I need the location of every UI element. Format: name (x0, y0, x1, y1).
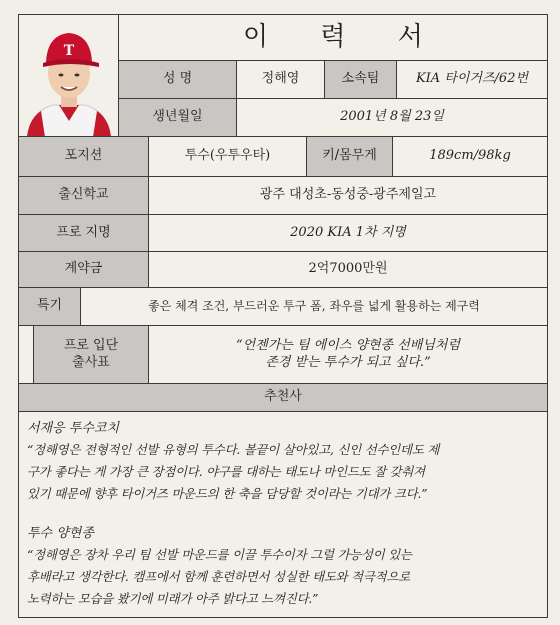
quote-line: 구가 좋다는 게 가장 큰 장점이다. 야구를 대하는 태도나 마인드도 잘 갖춰져 (27, 464, 425, 479)
recommendation-1 (19, 417, 547, 505)
team-label: 소속팀 (325, 61, 397, 99)
position-value: 투수(우투우타) (149, 137, 307, 177)
draft-value: 2020 KIA 1차 지명 (149, 215, 547, 252)
height-weight-label: 키/몸무게 (307, 137, 393, 177)
recommendation-quote (27, 544, 539, 610)
position-label: 포지션 (19, 137, 149, 177)
title-text: 이 력 서 (243, 22, 445, 53)
bonus-label: 계약금 (19, 252, 149, 288)
recommender-name: 투수 양현종 (27, 526, 94, 541)
specialty-label: 특기 (19, 288, 81, 326)
quote-line: 노력하는 모습을 봤기에 미래가 아주 밝다고 느껴진다.” (27, 591, 319, 606)
draft-label: 프로 지명 (19, 215, 149, 252)
recommend-header: 추천사 (19, 384, 547, 412)
name-value: 정해영 (237, 61, 325, 99)
quote-line: 후배라고 생각한다. 캠프에서 함께 훈련하면서 성실한 태도와 적극적으로 (27, 569, 410, 584)
resume-sheet (18, 14, 548, 618)
statement-line1: “언젠가는 팀 에이스 양현종 선배님처럼 (235, 338, 461, 354)
bonus-value: 2억7000만원 (149, 252, 547, 288)
height-weight-value: 189cm/98kg (393, 137, 547, 177)
statement-label-line1: 프로 입단 (63, 338, 119, 354)
quote-line: “정해영은 전형적인 선발 유형의 투수다. 볼끝이 살아있고, 신인 선수인데도 제 (27, 442, 440, 457)
quote-line: “정해영은 장차 우리 팀 선발 마운드를 이끌 투수이자 그럴 가능성이 있는 (27, 547, 412, 562)
name-label: 성 명 (119, 61, 237, 99)
statement-label (33, 326, 149, 384)
recommendation-2 (19, 522, 547, 610)
statement-value (149, 326, 547, 384)
birthdate-value: 2001년 8월 23일 (237, 99, 547, 137)
svg-text:T: T (63, 43, 75, 59)
statement-label-line2: 출사표 (72, 354, 110, 370)
statement-spacer (19, 326, 33, 384)
recommendation-quote (27, 439, 539, 505)
school-label: 출신학교 (19, 177, 149, 215)
player-photo-icon (19, 15, 119, 137)
statement-line2: 존경 받는 투수가 되고 싶다.” (265, 354, 431, 370)
birthdate-label: 생년월일 (119, 99, 237, 137)
recommender-name: 서재응 투수코치 (27, 421, 120, 436)
specialty-value: 좋은 체격 조건, 부드러운 투구 폼, 좌우를 넓게 활용하는 제구력 (81, 288, 547, 326)
player-photo (19, 15, 119, 137)
team-value: KIA 타이거즈/62번 (397, 61, 547, 99)
quote-line: 있기 때문에 향후 타이거즈 마운드의 한 축을 담당할 것이라는 기대가 크다.” (27, 486, 428, 501)
resume-title (119, 15, 547, 61)
school-value: 광주 대성초-동성중-광주제일고 (149, 177, 547, 215)
